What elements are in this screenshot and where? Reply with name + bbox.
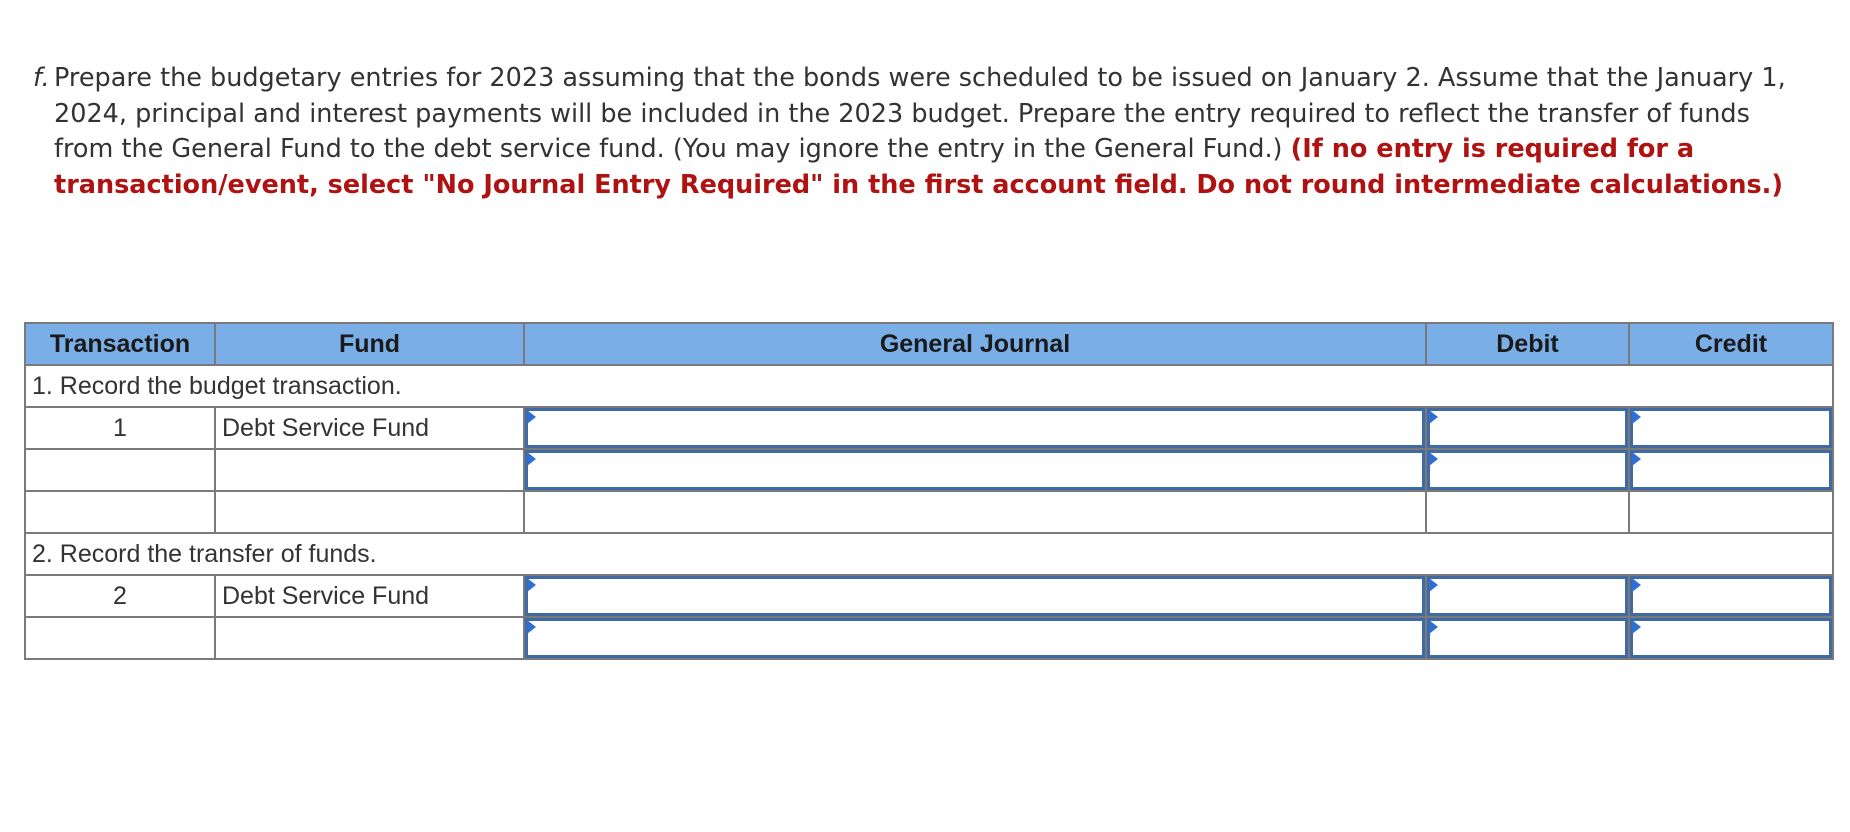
header-transaction: Transaction (25, 323, 215, 365)
empty-cell (524, 491, 1426, 533)
dropdown-flag-icon (1632, 452, 1641, 466)
dropdown-flag-icon (1429, 620, 1438, 634)
table-row-empty (25, 491, 1833, 533)
credit-input[interactable] (1629, 575, 1833, 617)
fund-name (215, 617, 524, 659)
credit-input[interactable] (1629, 407, 1833, 449)
dropdown-flag-icon (527, 452, 536, 466)
section-label: 1. Record the budget transaction. (25, 365, 1833, 407)
fund-name: Debt Service Fund (215, 575, 524, 617)
account-select[interactable] (524, 617, 1426, 659)
transaction-number (25, 449, 215, 491)
transaction-number: 1 (25, 407, 215, 449)
credit-input[interactable] (1629, 617, 1833, 659)
debit-input[interactable] (1426, 449, 1629, 491)
section-row (25, 365, 1833, 407)
account-select[interactable] (524, 449, 1426, 491)
dropdown-flag-icon (1632, 578, 1641, 592)
section-label: 2. Record the transfer of funds. (25, 533, 1833, 575)
dropdown-flag-icon (527, 410, 536, 424)
account-select[interactable] (524, 575, 1426, 617)
dropdown-flag-icon (1632, 410, 1641, 424)
table-row (25, 617, 1833, 659)
section-row (25, 533, 1833, 575)
transaction-number: 2 (25, 575, 215, 617)
empty-cell (25, 491, 215, 533)
table-row (25, 407, 1833, 449)
dropdown-flag-icon (527, 578, 536, 592)
debit-input[interactable] (1426, 617, 1629, 659)
question-instruction: (If no entry is required for a transaction/event, select "No Journal Entry Required" in the first account field. Do not round intermediate calculations.) (54, 134, 1784, 200)
question-prompt: Prepare the budgetary entries for 2023 assuming that the bonds were scheduled to be issued on January 2. Assume that the January 1, 2024, principal and interest payments will be included in the 2023 budget. Prepare the entry required to reflect the transfer of funds from the General Fund to the debt service fund. (You may ignore the entry in the General Fund.) (54, 63, 1786, 164)
header-credit: Credit (1629, 323, 1833, 365)
dropdown-flag-icon (1632, 620, 1641, 634)
debit-input[interactable] (1426, 407, 1629, 449)
account-select[interactable] (524, 407, 1426, 449)
debit-input[interactable] (1426, 575, 1629, 617)
dropdown-flag-icon (527, 620, 536, 634)
dropdown-flag-icon (1429, 410, 1438, 424)
fund-name (215, 449, 524, 491)
header-fund: Fund (215, 323, 524, 365)
table-header-row (25, 323, 1833, 365)
header-general-journal: General Journal (524, 323, 1426, 365)
question-text (33, 61, 1813, 203)
question-letter: f. (33, 63, 50, 93)
table-row (25, 449, 1833, 491)
fund-name: Debt Service Fund (215, 407, 524, 449)
table-row (25, 575, 1833, 617)
empty-cell (1629, 491, 1833, 533)
dropdown-flag-icon (1429, 452, 1438, 466)
credit-input[interactable] (1629, 449, 1833, 491)
journal-entry-table (24, 322, 1834, 660)
empty-cell (1426, 491, 1629, 533)
transaction-number (25, 617, 215, 659)
empty-cell (215, 491, 524, 533)
header-debit: Debit (1426, 323, 1629, 365)
dropdown-flag-icon (1429, 578, 1438, 592)
